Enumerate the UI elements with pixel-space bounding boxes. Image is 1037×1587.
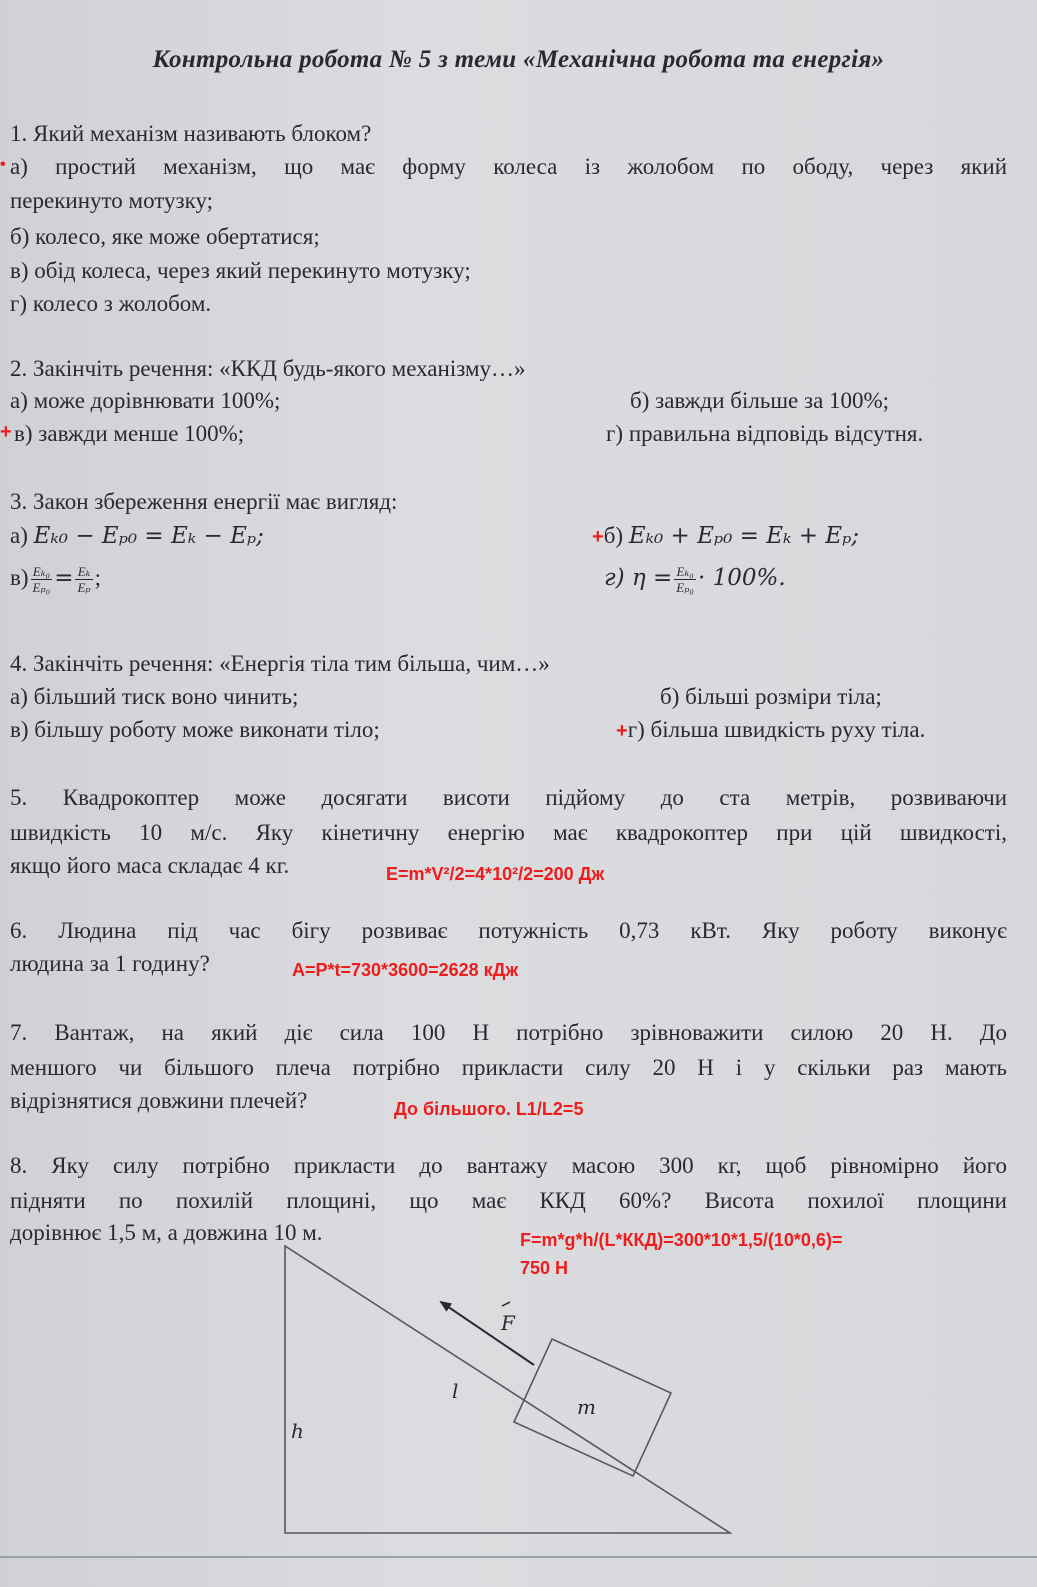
bottom-divider <box>0 1556 1037 1558</box>
q5-answer: E=m*V²/2=4*10²/2=200 Дж <box>386 864 605 884</box>
q1-answer-mark: • <box>0 156 6 173</box>
q6-answer: A=P*t=730*3600=2628 кДж <box>292 960 519 980</box>
q3-option-c-fraction1: $\frac{\text{Eₖ₀}}{\text{Eₚ₀}}$ <box>32 564 51 596</box>
length-label: l <box>452 1379 459 1403</box>
q2-answer-mark: + <box>0 421 12 443</box>
height-label: h <box>291 1419 304 1443</box>
q8-line1: 8. Яку силу потрібно прикласти до вантажу масою 300 кг, щоб рівномірно його <box>10 1153 1007 1178</box>
q1-option-b: б) колесо, яке може обертатися; <box>10 224 320 249</box>
q3-option-d-label: г) η = <box>604 565 673 591</box>
force-label: F <box>501 1311 515 1335</box>
q8-answer-line1: F=m*g*h/(L*ККД)=300*10*1,5/(10*0,6)= <box>520 1230 843 1250</box>
q4-answer-mark: + <box>616 720 628 742</box>
q3-option-c-label: в) <box>10 565 29 590</box>
q3-option-d-end: · 100%. <box>697 565 786 591</box>
page-title: Контрольна робота № 5 з теми «Механічна робота та енергія» <box>152 46 885 73</box>
q2-option-a: а) може дорівнювати 100%; <box>10 388 281 413</box>
q2-option-d: г) правильна відповідь відсутня. <box>606 421 924 446</box>
q4-question: 4. Закінчіть речення: «Енергія тіла тим більша, чим…» <box>10 651 550 676</box>
q4-option-d-text: г) більша швидкість руху тіла. <box>627 717 926 742</box>
mass-label: m <box>577 1395 596 1419</box>
q6-line2: людина за 1 годину? <box>10 951 210 976</box>
q7-line1: 7. Вантаж, на який діє сила 100 Н потрібно зрівноважити силою 20 Н. До <box>10 1020 1007 1045</box>
q4-option-b: б) більші розміри тіла; <box>660 684 882 709</box>
q5-line3: якщо його маса складає 4 кг. <box>10 853 290 878</box>
q3-question: 3. Закон збереження енергії має вигляд: <box>10 489 398 514</box>
q7-line3: відрізнятися довжини плечей? <box>10 1088 308 1113</box>
q3-option-c-equals: = <box>54 565 74 591</box>
q1-option-d: г) колесо з жолобом. <box>10 291 212 316</box>
q8-line3: дорівнює 1,5 м, а довжина 10 м. <box>10 1220 323 1245</box>
q7-answer: До більшого. L1/L2=5 <box>394 1099 584 1119</box>
q3-option-b-formula: Eₖ₀ + Eₚ₀ = Eₖ + Eₚ; <box>628 523 860 549</box>
q3-option-b-label: б) <box>603 523 624 548</box>
q3-option-c-fraction2: $\frac{\text{Eₖ}}{\text{Eₚ}}$ <box>77 564 91 596</box>
q8-answer-line2: 750 Н <box>520 1258 569 1278</box>
q1-option-a-line1: а) простий механізм, що має форму колеса із жолобом по ободу, через який <box>10 154 1007 179</box>
q2-option-c: в) завжди менше 100%; <box>14 421 245 446</box>
q2-option-b: б) завжди більше за 100%; <box>630 388 890 413</box>
q3-answer-mark: + <box>592 526 604 548</box>
q4-option-c: в) більшу роботу може виконати тіло; <box>10 717 380 742</box>
q1-option-c: в) обід колеса, через який перекинуто мотузку; <box>10 258 471 283</box>
q8-line2: підняти по похилій площині, що має ККД 60%? Висота похилої площини <box>10 1188 1007 1213</box>
q2-question: 2. Закінчіть речення: «ККД будь-якого механізму…» <box>10 356 526 381</box>
q1-question: 1. Який механізм називають блоком? <box>10 121 372 146</box>
q6-line1: 6. Людина під час бігу розвиває потужність 0,73 кВт. Яку роботу виконує <box>10 918 1007 943</box>
q3-option-a-formula: Eₖ₀ − Eₚ₀ = Eₖ − Eₚ; <box>33 523 264 549</box>
q1-option-a-line2: перекинуто мотузку; <box>10 188 214 213</box>
q5-line2: швидкість 10 м/с. Яку кінетичну енергію має квадрокоптер при цій швидкості, <box>10 820 1007 845</box>
q3-option-d-fraction: $\frac{\text{Eₖ₀}}{\text{Eₚ₀}}$ <box>676 564 694 596</box>
q5-line1: 5. Квадрокоптер може досягати висоти підйому до ста метрів, розвиваючи <box>10 785 1007 810</box>
q7-line2: меншого чи більшого плеча потрібно прикласти силу 20 Н і у скільки раз мають <box>10 1055 1007 1080</box>
q3-option-a-label: а) <box>10 523 28 548</box>
q4-option-a: а) більший тиск воно чинить; <box>10 684 299 709</box>
force-vector-bar <box>502 1302 510 1306</box>
q3-option-c-end: ; <box>94 565 102 590</box>
